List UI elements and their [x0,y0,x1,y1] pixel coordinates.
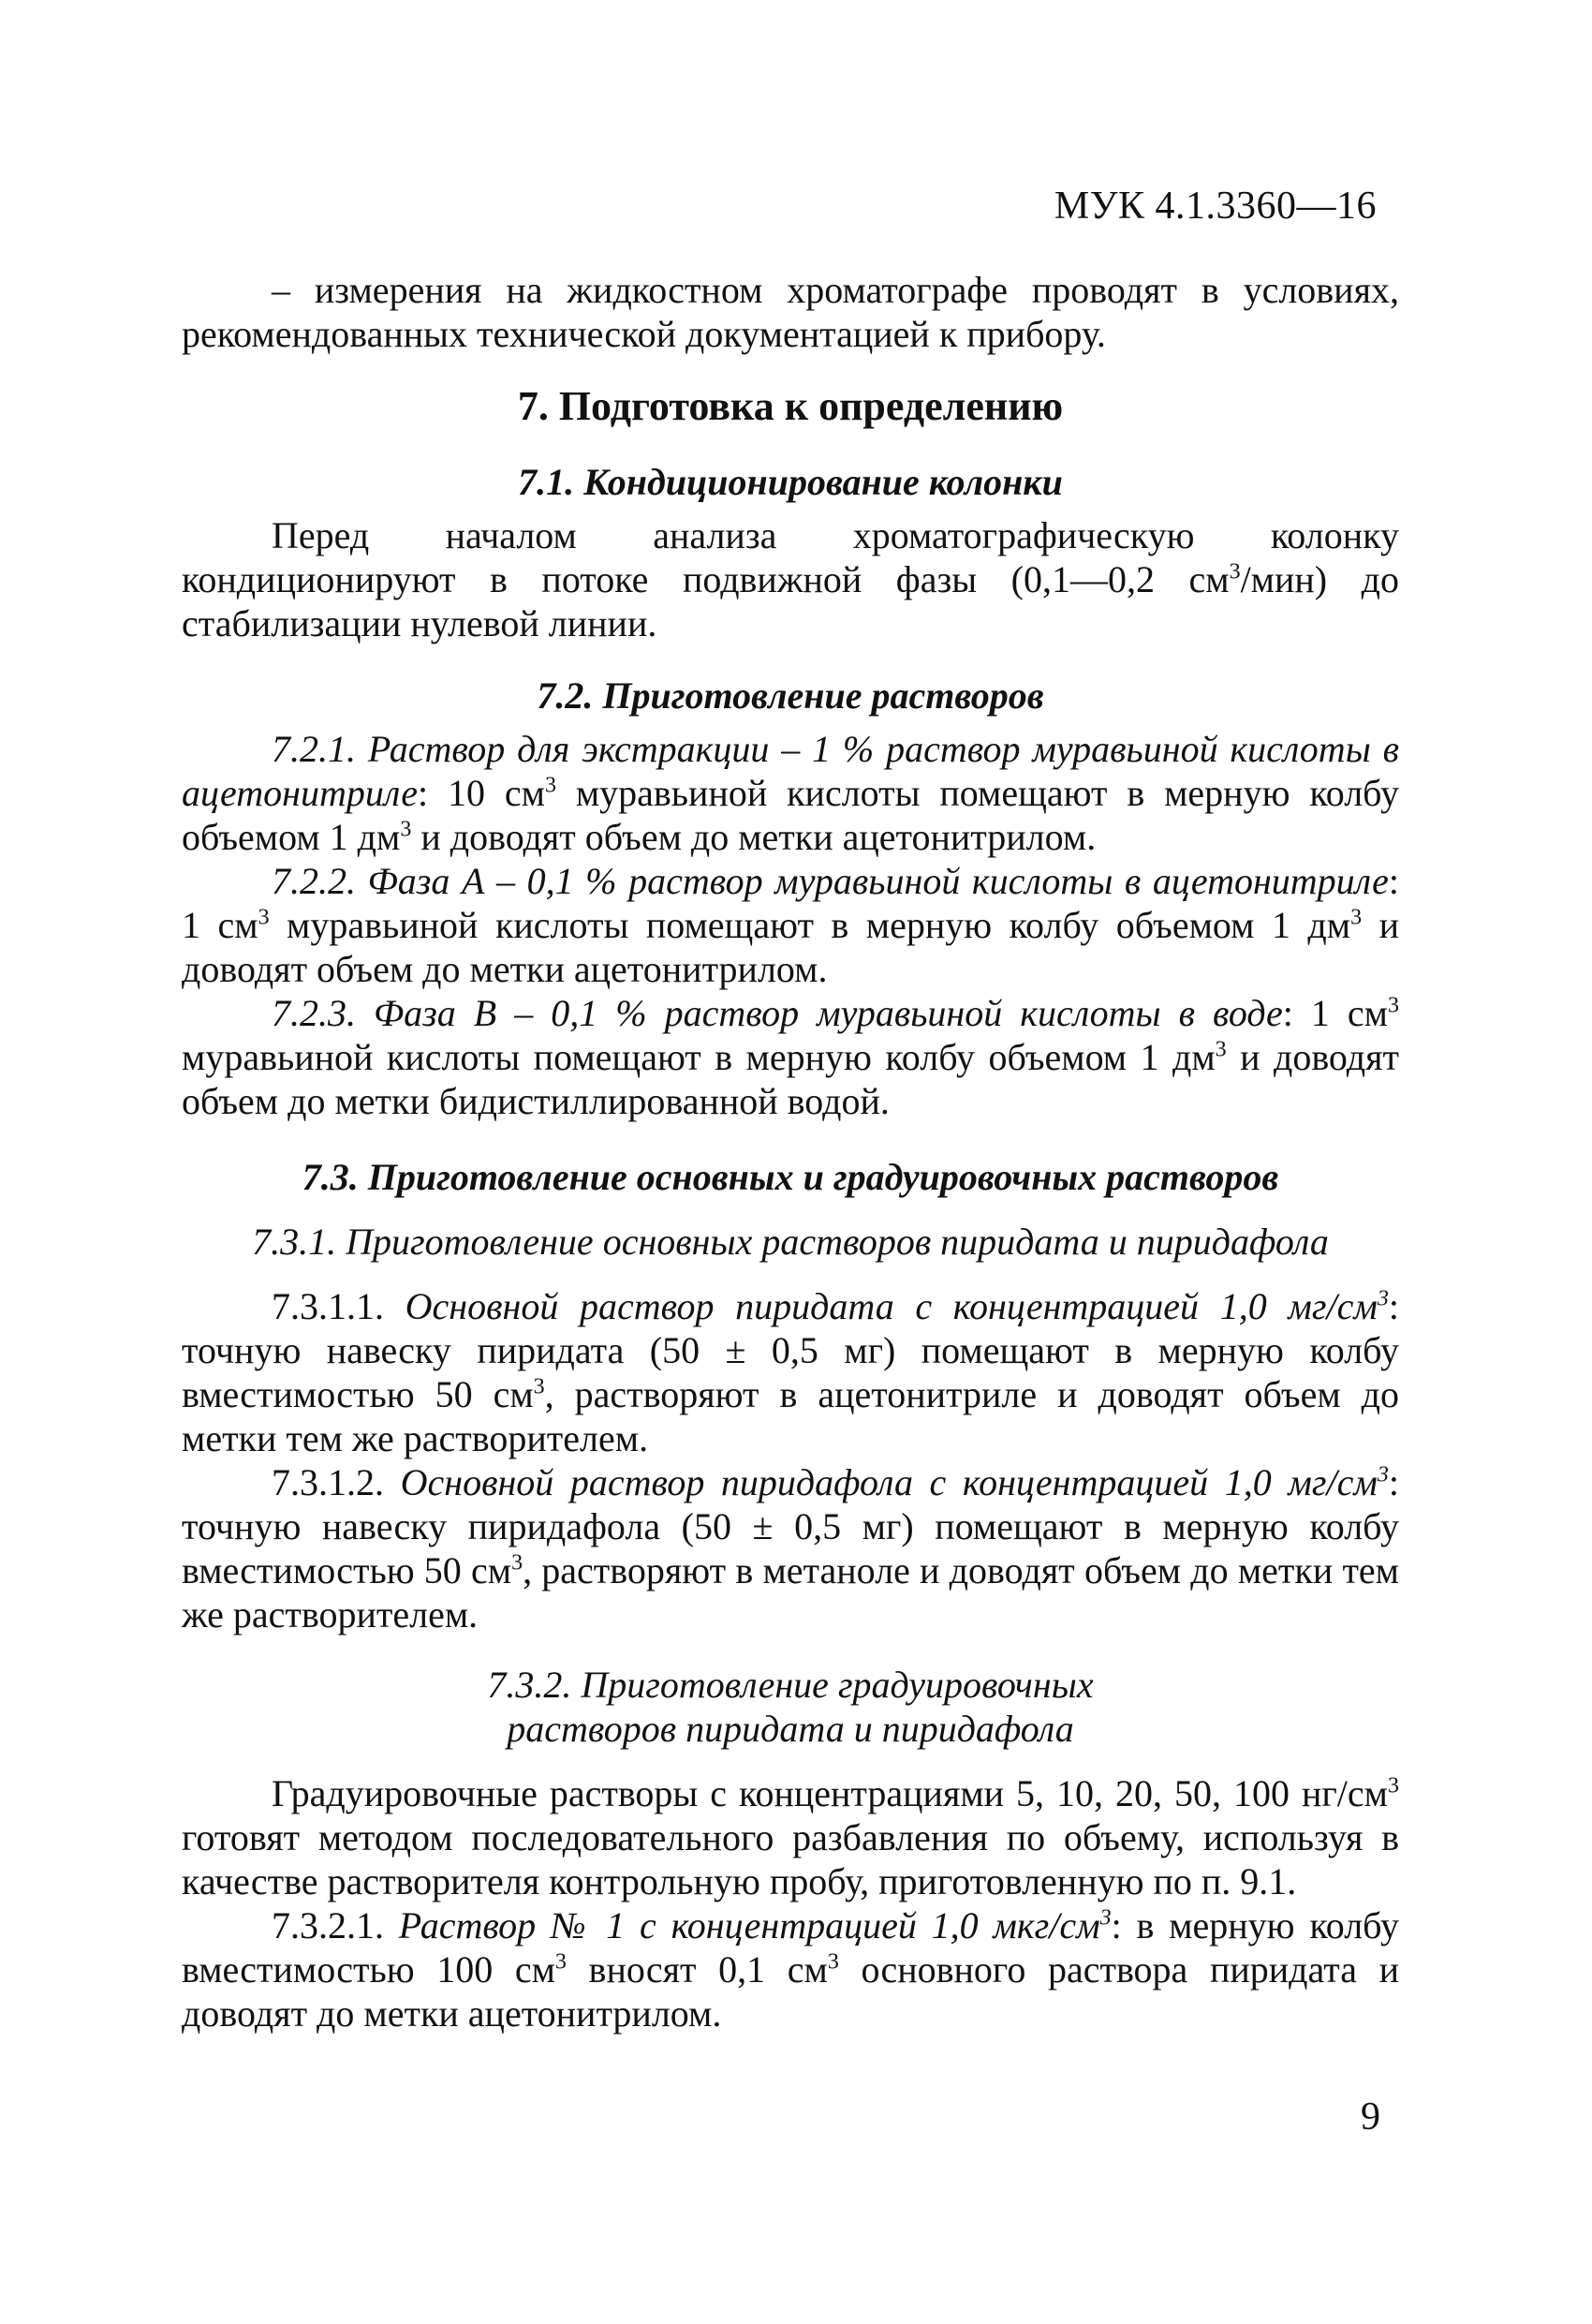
text: : 1 см [182,860,1399,946]
page-content [182,268,1399,2035]
paragraph-7-3-2-1 [182,1903,1399,2035]
text: /мин) до стабилизации нулевой линии. [182,558,1399,644]
section-7-2-title: 7.2. Приготовление растворов [537,674,1044,717]
superscript: 3 [544,773,556,798]
italic-lead: 7.2.1. Раствор для экстракции – 1 % раствор муравьиной кислоты в ацетонитриле [182,728,1399,814]
superscript: 3 [400,817,412,842]
text: и доводят объем до метки ацетонитрилом. [411,816,1097,858]
superscript: 3 [1229,559,1241,585]
superscript: 3 [1215,1037,1227,1062]
paragraph-7-2-3 [182,991,1399,1123]
intro-paragraph: – измерения на жидкостном хроматографе проводят в условиях, рекомендованных технической документацией к прибору. [182,269,1399,355]
superscript: 3 [1099,1905,1112,1931]
italic-lead: 7.2.2. Фаза А – 0,1 % раствор муравьиной кислоты в ацетонитриле [272,860,1389,902]
text: , растворяют в метаноле и доводят объем до метки тем же растворителем. [182,1549,1399,1636]
superscript: 3 [1388,993,1399,1018]
text: и доводят объем до метки ацетонитрилом. [182,904,1400,990]
section-7-3-2-title-line2: растворов пиридата и пиридафола [507,1708,1074,1750]
paragraph-7-2-2 [182,859,1399,991]
italic-lead: Основной раствор пиридата с концентрацией 1,0 мг/см [405,1285,1378,1327]
paragraph-7-3-1-2 [182,1460,1399,1636]
document-code: МУК 4.1.3360—16 [1054,185,1377,228]
text: вносят 0,1 см [566,1948,828,1991]
text: : 10 см [418,772,545,814]
superscript: 3 [1377,1286,1389,1311]
text: : точную навеску пиридата (50 ± 0,5 мг) помещают в мерную колбу вместимостью 50 см [182,1285,1400,1415]
superscript: 3 [827,1949,839,1975]
superscript: 3 [554,1949,567,1975]
italic-lead: Основной раствор пиридафола с концентрацией 1,0 мг/см [400,1461,1378,1503]
superscript: 3 [1388,1773,1399,1799]
clause-number: 7.3.1.2. [272,1461,401,1503]
italic-lead: 7.2.3. Фаза В – 0,1 % раствор муравьиной кислоты в воде [272,992,1283,1034]
section-7-1-title: 7.1. Кондиционирование колонки [518,461,1063,503]
clause-number: 7.3.2.1. [272,1904,399,1947]
text: и доводят объем до метки бидистиллированной водой. [182,1036,1400,1122]
text: : в мерную колбу вместимостью 100 см [182,1904,1400,1991]
text: основного раствора пиридата и доводят до метки ацетонитрилом. [182,1948,1400,2035]
section-7-3-2-title-line1: 7.3.2. Приготовление градуировочных [487,1664,1094,1706]
superscript: 3 [1350,905,1363,930]
superscript: 3 [511,1550,523,1576]
section-7-3-2-title [182,1663,1399,1751]
text: , растворяют в ацетонитриле и доводят объем до метки тем же растворителем. [182,1373,1400,1459]
text: Градуировочные растворы с концентрациями 5, 10, 20, 50, 100 нг/см [272,1772,1388,1814]
text: : 1 см [1282,992,1388,1034]
text: муравьиной кислоты помещают в мерную колбу объемом 1 дм [182,1036,1216,1078]
section-7-3-title: 7.3. Приготовление основных и градуировочных растворов [302,1156,1279,1198]
section-7-3-1-title: 7.3.1. Приготовление основных растворов пиридата и пиридафола [252,1221,1329,1263]
paragraph-7-3-1-1 [182,1284,1399,1460]
page-number: 9 [1361,2095,1380,2139]
text: муравьиной кислоты помещают в мерную колбу объемом 1 дм [269,904,1351,946]
paragraph-7-2-1 [182,727,1399,859]
superscript: 3 [1377,1462,1389,1488]
superscript: 3 [533,1374,545,1399]
italic-lead: Раствор № 1 с концентрацией 1,0 мкг/см [398,1904,1100,1947]
text: готовят методом последовательного разбавления по объему, используя в качестве растворителя контрольную пробу, приготовленную по п. 9.1. [182,1816,1399,1902]
text: : точную навеску пиридафола (50 ± 0,5 мг) помещают в мерную колбу вместимостью 50 см [182,1461,1399,1591]
paragraph-7-3-2 [182,1771,1399,1903]
section-7-title: 7. Подготовка к определению [517,383,1064,429]
section-7-1-paragraph [182,513,1399,645]
text: Перед началом анализа хроматографическую колонку кондиционируют в потоке подвижной фазы (0,1—0,2 см [182,514,1399,600]
text: муравьиной кислоты помещают в мерную колбу объемом 1 дм [182,772,1399,858]
superscript: 3 [258,905,270,930]
clause-number: 7.3.1.1. [272,1285,405,1327]
